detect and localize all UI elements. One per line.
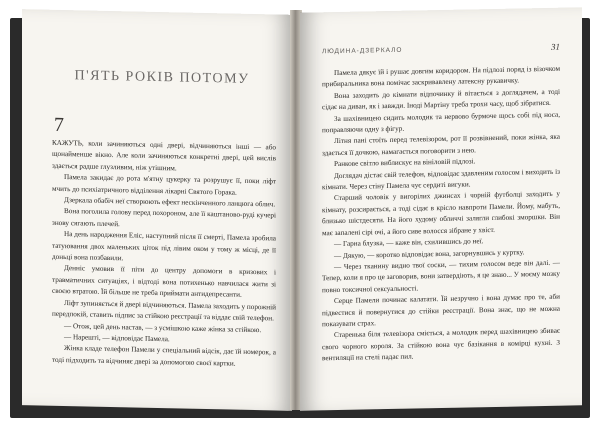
paragraph: — Через тканину видно твої соски, — тихим голосом веде він далі. — Тепер, коли я про це заговорив, вони затвердіють, я це знаю... У моєму мозку повно токсичної сексуальності.: [322, 258, 560, 295]
paragraph: Денніс умовив її піти до центру допомоги в кризових і травматичних ситуаціях, і відтоді вона потихенько навчилася жити зі своєю втратою. Їй більше не треба приймати антидепресанти.: [52, 264, 276, 300]
paragraph: Доглядач дістає свій телефон, відповідає здавленим голосом і виходить із кімнати. Через стіну Памела чує сердиті вигуки.: [322, 167, 560, 192]
paragraph: Ранкове світло виблискує на вініловій підлозі.: [334, 157, 476, 169]
paragraph: — Отож, цей день настав, — з усмішкою каже жінка за стійкою.: [64, 321, 262, 334]
paragraph: — Дякую, — коротко відповідає вона, загорнувшись у куртку.: [334, 247, 525, 260]
paragraph: На день народження Еліс, наступний після її смерті, Памела зробила татуювання двох маленьких ціток під лівим оком у тому ж місці, де її доньці вона позбавили.: [52, 230, 276, 263]
paragraph: Старший чоловік у вигорілих джинсах і чорній футболці заходить у кімнату, розсирається, а тоді сідає в крісло навпроти Памели. Йому, мабуть, близько шістдесяти. На його худому обличчі залягли глибокі зморшки. Він має запалені сірі очі, а його сиве волосся зібране у хвіст.: [322, 190, 560, 237]
paragraph: Літня пані стоїть перед телевізором, рот її розвівнений, поки жінка, яка здається її дочкою, намагається поговорити з нею.: [322, 133, 560, 158]
page-number: 31: [551, 41, 560, 52]
paragraph: Вона поголила голову перед похороном, але її каштаново-руді кучері знову сягають плечей.: [52, 207, 276, 229]
paragraph: Ліфт зупиняється й двері відчиняються. Памела заходить у порожній передпокій, ставить підпис за стійкою реєстрації та віддає свій телефон.: [52, 298, 276, 323]
paragraph: Памела дякує їй і рушає довгим коридором. На підлозі поряд із візочком прибиральника вона помічає заскривавлену латексну рукавичку.: [322, 64, 560, 89]
right-page: [300, 7, 582, 410]
paragraph: — Гарна блузка, — каже він, схилившись до неї.: [334, 237, 484, 249]
chapter-title: П'ЯТЬ РОКІВ ПОТОМУ: [74, 68, 250, 87]
paragraph: Памела закидає до рота м'ятну цукерку та розрушує її, поки ліфт мчить до психіатричного відділення лікарні Святого Горака.: [52, 173, 276, 197]
paragraph: — Нарешті, — відповідає Памела.: [64, 332, 170, 344]
left-page-text: [52, 138, 276, 371]
paragraph: Старенька біля телевізора сміється, а молодик перед шахівницею збиває свого чорного короля. За стійкою вона чує базікання в комірці кухні. З вентиляції на стелі падає пил.: [322, 327, 560, 363]
paragraph: За шахівницею сидить молодик та нервово бурмоче щось собі під носа, поправляючи одну з фігур.: [322, 110, 560, 135]
chapter-number: 7: [54, 113, 64, 137]
paragraph: КАЖУТЬ, коли зачиняються одні двері, відчиняються інші — або щонайменше вікно. Але коли зачиняються конкретні двері, цей вислів здається радше глузливим, ніж утішним.: [52, 138, 276, 173]
paragraph: Дзеркала обабіч неї створюють ефект нескінченного ланцюга облич.: [64, 196, 276, 209]
left-page: [22, 9, 292, 411]
paragraph: Жінка кладе телефон Памели у спеціальний відсік, дає їй номерок, а тоді підходить та відчиняє двері за допомогою своєї картки.: [52, 344, 276, 368]
paragraph: Вона заходить до кімнати відпочинку й вітається з доглядачем, а тоді сідає на диван, як і завжди. Іноді Мартіну треба трохи часу, щоб зібратися.: [322, 87, 560, 112]
right-page-text: [322, 64, 560, 365]
paragraph: Серце Памели починає калатати. Їй незручно і вона думає про те, аби підвестися й повернутися до стійки реєстрації. Вона знає, що не можна показувати страх.: [322, 292, 560, 329]
running-head: ЛЮДИНА-ДЗЕРКАЛО: [322, 46, 403, 56]
